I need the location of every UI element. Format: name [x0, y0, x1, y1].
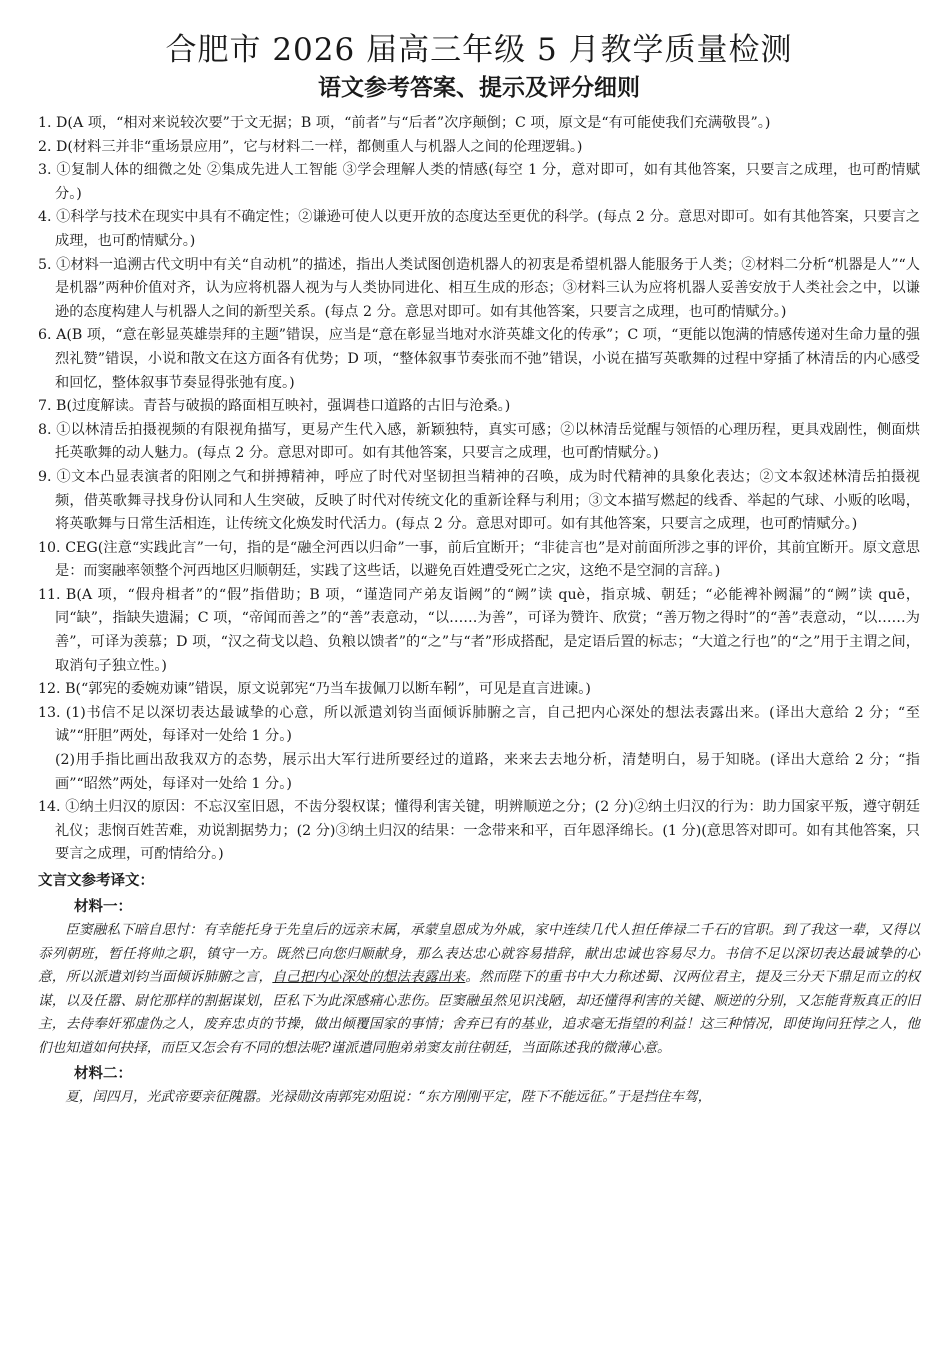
answer-item-13: 13. (1)书信不足以深切表达最诚挚的心意，所以派遣刘钧当面倾诉肺腑之言，自己把内心深处的想法表露出来。(译出大意给 2 分；“至诚”“肝胆”两处，每译对一处给 1 分。) (2)用手指比画出敌我双方的态势，展示出大军行进所要经过的道路，来来去去地分析，清楚明白，易于知晓。(译出大意给 2 分；“指画”“昭然”两处，每译对一处给 1 分。) [38, 702, 920, 796]
translation-heading: 文言文参考译文： [38, 873, 154, 889]
answer-item-2: 2. D(材料三并非“重场景应用”，它与材料二一样，都侧重人与机器人之间的伦理逻辑。) [38, 138, 583, 155]
answer-item-8: 8. ①以林清岳拍摄视频的有限视角描写，更易产生代入感，新颖独特，真实可感；②以林清岳觉醒与领悟的心理历程，更具戏剧性，侧面烘托英歌舞的动人魅力。(每点 2 分。意思对即可。如有其他答案，只要言之成理，也可酌情赋分。) [38, 421, 920, 462]
answer-item-7: 7. B(过度解读。青苔与破损的路面相互映衬，强调巷口道路的古旧与沧桑。) [38, 398, 511, 415]
answer-item-4: 4. ①科学与技术在现实中具有不确定性；②谦逊可使人以更开放的态度达至更优的科学。(每点 2 分。意思对即可。如有其他答案，只要言之成理，也可酌情赋分。) [38, 209, 920, 249]
material-1-text: 臣窦融私下暗自思忖：有幸能托身于先皇后的远亲末属，承蒙皇恩成为外戚，家中连续几代人担任俸禄二千石的官职。到了我这一辈，又得以忝列朝班，暂任将帅之职，镇守一方。既然已向您归顺献身，那么表达忠心就容易措辞，献出忠诚也容易尽力。书信不足以深切表达最诚挚的心意，所以派遣刘钧当面倾诉肺腑之言，自己把内心深处的想法表露出来。然而陛下的重书中大力称述蜀、汉两位君主，提及三分天下鼎足而立的权谋，以及任嚣、尉佗那样的割据谋划，臣私下为此深感痛心悲伤。臣窦融虽然见识浅陋，却还懂得利害的关键、顺逆的分别，又怎能背叛真正的旧主，去侍奉奸邪虚伪之人，废弃忠贞的节操，做出倾覆国家的事情；舍弃已有的基业，追求毫无指望的利益！这三种情况，即使询问狂悖之人，他们也知道如何抉择，而臣又怎会有不同的想法呢?谨派遣同胞弟弟窦友前往朝廷，当面陈述我的微薄心意。 [38, 922, 921, 1056]
answer-item-6: 6. A(B 项，“意在彰显英雄崇拜的主题”错误，应当是“意在彰显当地对水浒英雄文化的传承”；C 项，“更能以饱满的情感传递对生命力量的强烈礼赞”错误，小说和散文在这方面各有优势；D 项，“整体叙事节奏张而不弛”错误，小说在描写英歌舞的过程中穿插了林清岳的内心感受和回忆，整体叙事节奏显得张弛有度。) [38, 327, 920, 391]
answer-item-1: 1. D(A 项，“相对来说较次要”于文无据；B 项，“前者”与“后者”次序颠倒；C 项，原文是“有可能使我们充满敬畏”。) [38, 115, 771, 131]
answer-item-13-part-2: (2)用手指比画出敌我双方的态势，展示出大军行进所要经过的道路，来来去去地分析，清楚明白，易于知晓。(译出大意给 2 分；“指画”“昭然”两处，每译对一处给 1 分。) [55, 752, 920, 792]
material-2-title: 材料二： [74, 1066, 132, 1082]
answer-item-3: 3. ①复制人体的细微之处 ②集成先进人工智能 ③学会理解人类的情感(每空 1 分，意对即可，如有其他答案，只要言之成理，也可酌情赋分。) [38, 162, 920, 202]
answer-list [38, 112, 920, 867]
answer-item-5: 5. ①材料一追溯古代文明中有关“自动机”的描述，指出人类试图创造机器人的初衷是希望机器人能服务于人类；②材料二分析“机器是人”“人是机器”两种价值对齐，认为应将机器人视为与人类协同进化、相互生成的形态；③材料三认为应将机器人妥善安放于人类社会之中，以谦逊的态度构建人与机器人之间的新型关系。(每点 2 分。意思对即可。如有其他答案，只要言之成理，也可酌情赋分。) [38, 256, 920, 320]
material-2-text: 夏，闰四月，光武帝要亲征隗嚣。光禄勋汝南郭宪劝阻说：“东方刚刚平定，陛下不能远征。”于是挡住车驾， [65, 1089, 712, 1105]
answer-item-11: 11. B(A 项，“假舟楫者”的“假”指借助；B 项，“谨造同产弟友诣阙”的“阙”读 què，指京城、朝廷；“必能裨补阙漏”的“阙”读 quē，同“缺”，指缺失遗漏；C 项，“帝闻而善之”的“善”表意动，“以……为善”，可译为赞许、欣赏；“善万物之得时”的“善”表意动，“以……为善”，可译为羡慕；D 项，“汉之荷戈以趋、负粮以馈者”的“之”与“者”形成搭配，是定语后置的标志；“大道之行也”的“之”用于主谓之间，取消句子独立性。) [38, 586, 920, 674]
answer-item-12: 12. B(“郭宪的委婉劝谏”错误，原文说郭宪“乃当车拔佩刀以断车靷”，可见是直言进谏。) [38, 681, 591, 698]
answer-item-9: 9. ①文本凸显表演者的阳刚之气和拼搏精神，呼应了时代对坚韧担当精神的召唤，成为时代精神的具象化表达；②文本叙述林清岳拍摄视频，借英歌舞寻找身份认同和人生突破，反映了时代对传统文化的重新诠释与利用；③文本描写燃起的线香、举起的气球、小贩的吆喝，将英歌舞与日常生活相连，让传统文化焕发时代活力。(每点 2 分。意思对即可。如有其他答案，只要言之成理，也可酌情赋分。) [38, 468, 920, 533]
page-subtitle: 语文参考答案、提示及评分细则 [318, 75, 640, 101]
answer-item-14: 14. ①纳土归汉的原因：不忘汉室旧恩，不齿分裂权谋；懂得利害关键，明辨顺逆之分；(2 分)②纳土归汉的行为：助力国家平叛，遵守朝廷礼仪；悲悯百姓苦难，劝说割据势力；(2 分)③纳土归汉的结果：一念带来和平，百年恩泽绵长。(1 分)(意思答对即可。如有其他答案，只要言之成理，可酌情给分。) [38, 799, 920, 863]
answer-item-10: 10. CEG(注意“实践此言”一句，指的是“融全河西以归命”一事，前后宜断开；“非徒言也”是对前面所涉之事的评价，其前宜断开。原文意思是：而窦融率领整个河西地区归顺朝廷，实践了这些话，以避免百姓遭受死亡之灾，这绝不是空洞的言辞。) [38, 539, 920, 580]
underlined-phrase: 自己把内心深处的想法表露出来 [272, 969, 466, 985]
material-1-title: 材料一： [74, 899, 132, 915]
page-title: 合肥市 2026 届高三年级 5 月教学质量检测 [165, 32, 793, 68]
